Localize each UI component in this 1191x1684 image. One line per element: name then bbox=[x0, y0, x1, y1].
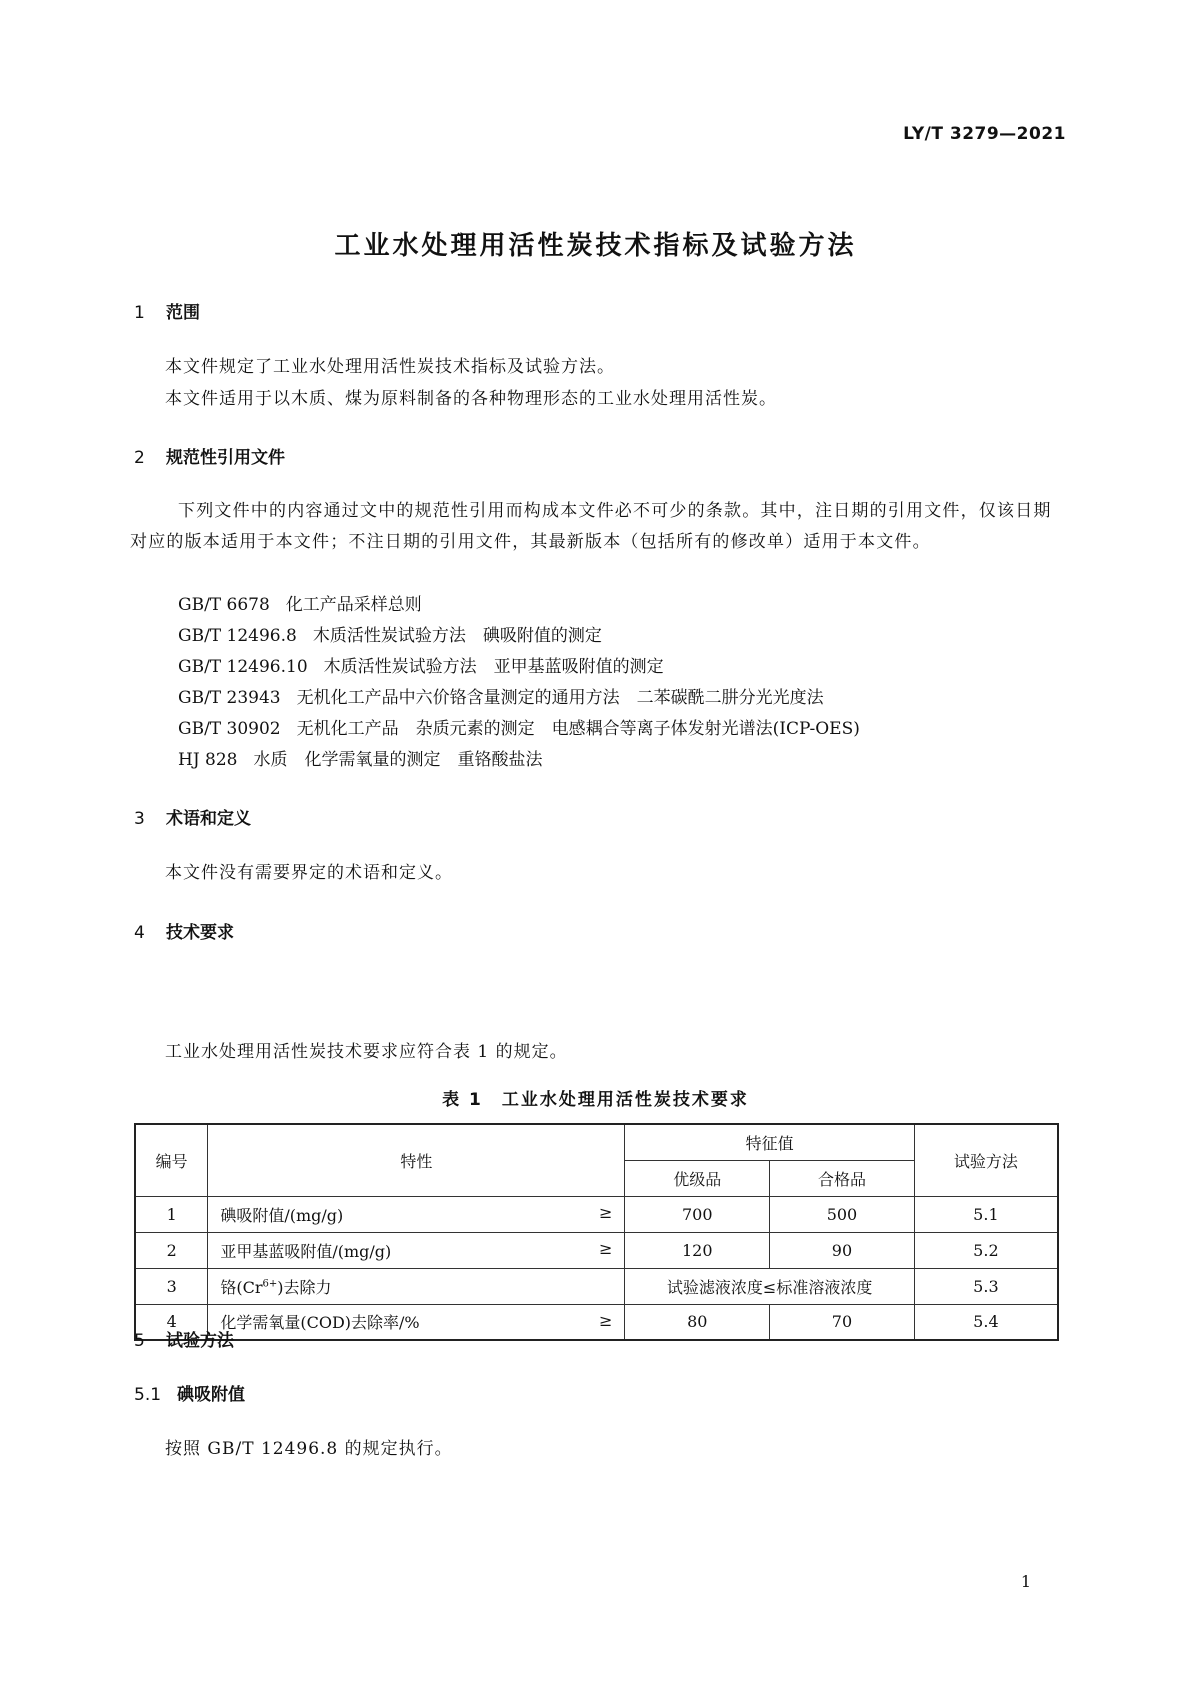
section-5-1-heading bbox=[134, 1380, 245, 1405]
section-number: 5.1 bbox=[134, 1385, 162, 1405]
section-1-paragraph-2: 本文件适用于以木质、煤为原料制备的各种物理形态的工业水处理用活性炭。 bbox=[165, 389, 777, 409]
page-number: 1 bbox=[1020, 1572, 1031, 1591]
cell-qualified: 90 bbox=[770, 1232, 915, 1268]
section-5-1-paragraph: 按照 GB/T 12496.8 的规定执行。 bbox=[165, 1439, 453, 1459]
reference-title: 无机化工产品 杂质元素的测定 电感耦合等离子体发射光谱法(ICP-OES) bbox=[296, 719, 860, 739]
header-method: 试验方法 bbox=[914, 1124, 1058, 1196]
property-label: 亚甲基蓝吸附值/(mg/g) bbox=[220, 1241, 392, 1261]
cell-no: 3 bbox=[135, 1268, 208, 1304]
section-3-heading bbox=[134, 804, 251, 829]
header-property: 特性 bbox=[208, 1124, 625, 1196]
property-superscript: 6+ bbox=[262, 1278, 278, 1290]
cell-no: 1 bbox=[135, 1196, 208, 1232]
cell-property bbox=[208, 1196, 625, 1232]
reference-code: GB/T 6678 bbox=[178, 595, 270, 615]
normative-reference bbox=[178, 745, 543, 770]
section-number: 3 bbox=[134, 809, 145, 829]
normative-reference bbox=[178, 683, 824, 708]
table-row bbox=[135, 1196, 1058, 1232]
property-label: 碘吸附值/(mg/g) bbox=[220, 1205, 344, 1225]
cell-property bbox=[208, 1268, 625, 1304]
cell-method: 5.4 bbox=[914, 1304, 1058, 1340]
section-1-heading bbox=[134, 298, 200, 323]
section-number: 5 bbox=[134, 1331, 145, 1351]
ge-sign: ≥ bbox=[599, 1310, 613, 1330]
cell-superior: 700 bbox=[625, 1196, 770, 1232]
section-title: 术语和定义 bbox=[166, 809, 251, 829]
cell-property bbox=[208, 1304, 625, 1340]
reference-code: GB/T 30902 bbox=[178, 719, 281, 739]
header-superior: 优级品 bbox=[625, 1160, 770, 1196]
section-title: 技术要求 bbox=[166, 923, 234, 943]
cell-no: 4 bbox=[135, 1304, 208, 1340]
cell-superior: 80 bbox=[625, 1304, 770, 1340]
cell-method: 5.2 bbox=[914, 1232, 1058, 1268]
table-row bbox=[135, 1304, 1058, 1340]
section-5-heading bbox=[134, 1326, 234, 1351]
reference-title: 木质活性炭试验方法 亚甲基蓝吸附值的测定 bbox=[323, 657, 664, 677]
standard-code: LY/T 3279—2021 bbox=[903, 124, 1066, 144]
normative-reference bbox=[178, 590, 422, 615]
technical-requirements-table bbox=[134, 1123, 1059, 1341]
table-row bbox=[135, 1268, 1058, 1304]
cell-property bbox=[208, 1232, 625, 1268]
cell-merged-value: 试验滤液浓度≤标准溶液浓度 bbox=[625, 1268, 914, 1304]
reference-title: 木质活性炭试验方法 碘吸附值的测定 bbox=[312, 626, 602, 646]
section-number: 4 bbox=[134, 923, 145, 943]
reference-title: 化工产品采样总则 bbox=[285, 595, 422, 615]
section-title: 范围 bbox=[166, 303, 200, 323]
section-2-heading bbox=[134, 443, 285, 468]
cell-qualified: 70 bbox=[770, 1304, 915, 1340]
reference-title: 水质 化学需氧量的测定 重铬酸盐法 bbox=[253, 750, 543, 770]
section-title: 试验方法 bbox=[166, 1331, 234, 1351]
section-4-paragraph: 工业水处理用活性炭技术要求应符合表 1 的规定。 bbox=[165, 1042, 568, 1062]
section-3-paragraph: 本文件没有需要界定的术语和定义。 bbox=[165, 863, 453, 883]
reference-code: HJ 828 bbox=[178, 750, 238, 770]
table-caption: 表 1 工业水处理用活性炭技术要求 bbox=[442, 1090, 749, 1110]
normative-reference bbox=[178, 714, 860, 739]
cell-superior: 120 bbox=[625, 1232, 770, 1268]
property-label: 化学需氧量(COD)去除率/% bbox=[220, 1313, 420, 1333]
header-qualified: 合格品 bbox=[770, 1160, 915, 1196]
header-no: 编号 bbox=[135, 1124, 208, 1196]
section-1-paragraph-1: 本文件规定了工业水处理用活性炭技术指标及试验方法。 bbox=[165, 357, 615, 377]
normative-reference bbox=[178, 621, 602, 646]
cell-no: 2 bbox=[135, 1232, 208, 1268]
reference-code: GB/T 12496.10 bbox=[178, 657, 308, 677]
cell-method: 5.3 bbox=[914, 1268, 1058, 1304]
reference-title: 无机化工产品中六价铬含量测定的通用方法 二苯碳酰二肼分光光度法 bbox=[296, 688, 824, 708]
section-2-intro: 下列文件中的内容通过文中的规范性引用而构成本文件必不可少的条款。其中，注日期的引用文件，仅该日期对应的版本适用于本文件；不注日期的引用文件，其最新版本（包括所有的修改单）适用于本文件。 bbox=[130, 501, 1052, 552]
reference-code: GB/T 23943 bbox=[178, 688, 281, 708]
section-number: 2 bbox=[134, 448, 145, 468]
document-title: 工业水处理用活性炭技术指标及试验方法 bbox=[334, 231, 857, 261]
table-row bbox=[135, 1232, 1058, 1268]
ge-sign: ≥ bbox=[599, 1238, 613, 1258]
section-4-heading bbox=[134, 918, 234, 943]
cell-method: 5.1 bbox=[914, 1196, 1058, 1232]
ge-sign: ≥ bbox=[599, 1202, 613, 1222]
header-values: 特征值 bbox=[625, 1124, 914, 1160]
section-title: 规范性引用文件 bbox=[166, 448, 285, 468]
normative-reference bbox=[178, 652, 664, 677]
property-label-b: )去除力 bbox=[277, 1277, 332, 1297]
section-number: 1 bbox=[134, 303, 145, 323]
reference-code: GB/T 12496.8 bbox=[178, 626, 297, 646]
table-header-row bbox=[135, 1124, 1058, 1160]
property-label-a: 铬(Cr bbox=[220, 1277, 263, 1297]
cell-qualified: 500 bbox=[770, 1196, 915, 1232]
section-title: 碘吸附值 bbox=[177, 1385, 245, 1405]
